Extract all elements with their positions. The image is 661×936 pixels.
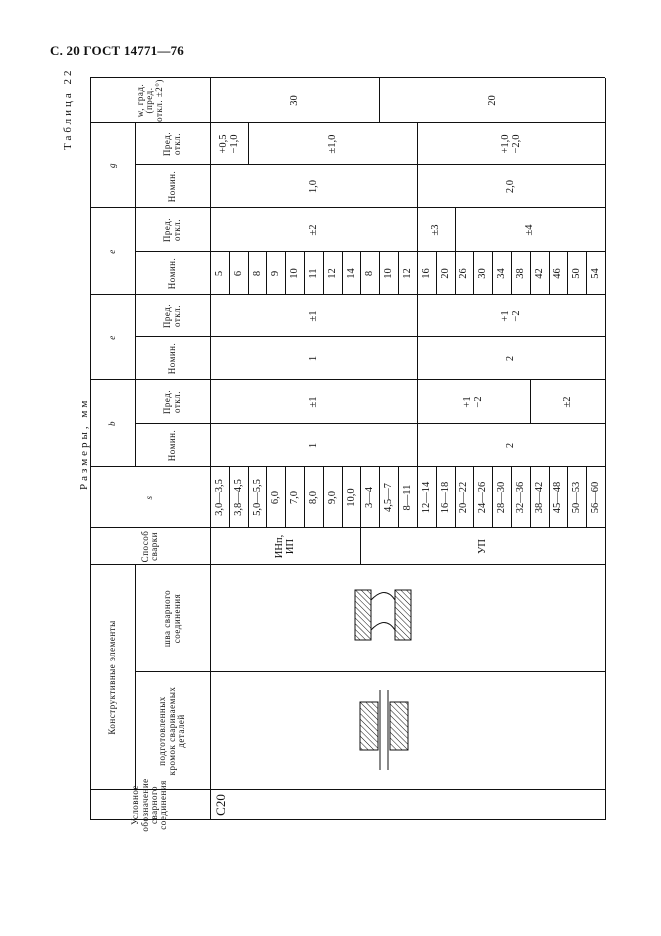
s-value-cell: 10,0 bbox=[345, 488, 357, 507]
s-value-cell: 4,5—7 bbox=[383, 483, 395, 512]
s-value-cell: 7,0 bbox=[289, 490, 301, 505]
s-value-cell: 3,0—3,5 bbox=[213, 479, 225, 516]
s-value-cell: 8—11 bbox=[401, 484, 413, 511]
prep-drawing bbox=[360, 690, 408, 770]
e2-nom-cell: 8 bbox=[364, 270, 376, 277]
s-value-cell: 38—42 bbox=[533, 481, 545, 514]
e2-nom-cell: 46 bbox=[552, 268, 564, 279]
b-nom-cell: 2 bbox=[505, 442, 517, 449]
w-cell: 30 bbox=[289, 95, 301, 106]
g-pred-cell: ±1,0 bbox=[326, 134, 338, 154]
header-e2-nom: Номин. bbox=[166, 257, 177, 290]
method-cell: УП bbox=[477, 538, 489, 555]
weld-drawing bbox=[210, 565, 605, 790]
e2-nom-cell: 8 bbox=[251, 270, 263, 277]
g-nom-cell: 1,0 bbox=[307, 179, 319, 194]
header-g: g bbox=[106, 163, 117, 168]
e2-nom-cell: 34 bbox=[496, 268, 508, 279]
g-pred-cell: +0,5 −1,0 bbox=[217, 134, 240, 154]
e2-nom-cell: 10 bbox=[383, 268, 395, 279]
e2-nom-cell: 14 bbox=[345, 268, 357, 279]
e2-nom-cell: 9 bbox=[270, 270, 282, 277]
page-header: С. 20 ГОСТ 14771—76 bbox=[50, 43, 184, 58]
s-value-cell: 3—4 bbox=[364, 487, 376, 508]
header-g-pred: Пред. откл. bbox=[162, 131, 182, 157]
g-pred-cell: +1,0 −2,0 bbox=[499, 134, 522, 154]
e2-nom-cell: 38 bbox=[514, 268, 526, 279]
header-b-nom: Номин. bbox=[166, 429, 177, 462]
weld-shape bbox=[355, 590, 411, 640]
s-value-cell: 9,0 bbox=[326, 490, 338, 505]
s-value-cell: 16—18 bbox=[439, 481, 451, 514]
e2-pred-cell: ±4 bbox=[524, 224, 536, 236]
s-value-cell: 24—26 bbox=[477, 481, 489, 514]
s-value-cell: 3,8—4,5 bbox=[232, 479, 244, 516]
e2-nom-cell: 12 bbox=[401, 268, 413, 279]
s-value-cell: 12—14 bbox=[420, 481, 432, 514]
e-pred-cell: ±1 bbox=[307, 310, 319, 322]
s-value-cell: 45—48 bbox=[552, 481, 564, 514]
e2-pred-cell: ±2 bbox=[307, 224, 319, 236]
b-nom-cell: 1 bbox=[307, 442, 319, 449]
s-value-cell: 56—60 bbox=[590, 481, 602, 514]
w-cell: 20 bbox=[486, 95, 498, 106]
s-value-cell: 50—53 bbox=[571, 481, 583, 514]
header-weld: шва сварного соединения bbox=[162, 589, 182, 648]
e2-nom-cell: 16 bbox=[420, 268, 432, 279]
header-method: Способ сварки bbox=[139, 530, 159, 563]
s-value-cell: 32—36 bbox=[514, 481, 526, 514]
b-pred-cell: +1 −2 bbox=[462, 396, 485, 408]
rotated-table bbox=[90, 78, 605, 832]
e2-nom-cell: 42 bbox=[533, 268, 545, 279]
e2-nom-cell: 54 bbox=[590, 268, 602, 279]
header-b-pred: Пред. откл. bbox=[162, 389, 182, 415]
code-cell bbox=[210, 790, 605, 820]
e2-nom-cell: 5 bbox=[213, 270, 225, 277]
code-text: С20 bbox=[213, 794, 228, 816]
e2-nom-cell: 12 bbox=[326, 268, 338, 279]
e-nom-cell: 2 bbox=[505, 355, 517, 362]
e2-nom-cell: 10 bbox=[289, 268, 301, 279]
e-nom-cell: 1 bbox=[307, 355, 319, 362]
e2-nom-cell: 50 bbox=[571, 268, 583, 279]
header-prep: подготовленных кромок свариваемых деталей bbox=[157, 686, 187, 776]
g-nom-cell: 2,0 bbox=[505, 179, 517, 194]
header-w: w, град. (пред. откл. ±2°) bbox=[134, 79, 164, 122]
e-pred-cell: +1 −2 bbox=[499, 310, 522, 322]
header-b: b bbox=[106, 421, 117, 426]
s-value-cell: 28—30 bbox=[496, 481, 508, 514]
e2-nom-cell: 11 bbox=[307, 268, 319, 279]
s-value-cell: 8,0 bbox=[307, 490, 319, 505]
header-g-nom: Номин. bbox=[166, 170, 177, 203]
header-s: s bbox=[144, 495, 155, 500]
b-pred-cell: ±2 bbox=[561, 396, 573, 408]
s-value-cell: 20—22 bbox=[458, 481, 470, 514]
e2-nom-cell: 26 bbox=[458, 268, 470, 279]
header-e-pred: Пред. откл. bbox=[162, 303, 182, 329]
dims-title: Размеры, мм bbox=[78, 397, 90, 490]
e2-nom-cell: 30 bbox=[477, 268, 489, 279]
header-e2-pred: Пред. откл. bbox=[162, 217, 182, 243]
header-e-nom: Номин. bbox=[166, 342, 177, 375]
e2-pred-cell: ±3 bbox=[430, 224, 442, 236]
e2-nom-cell: 20 bbox=[439, 268, 451, 279]
header-e: e bbox=[106, 335, 117, 340]
b-pred-cell: ±1 bbox=[307, 396, 319, 408]
header-conv: Условное обозначение сварного соединения bbox=[130, 778, 169, 832]
header-e2: e bbox=[106, 249, 117, 254]
method-cell: ИНп, ИП bbox=[274, 534, 297, 559]
e2-nom-cell: 6 bbox=[232, 270, 244, 277]
header-constr: Конструктивные элементы bbox=[106, 620, 117, 735]
s-value-cell: 6,0 bbox=[270, 490, 282, 505]
table-title: Таблица 22 bbox=[62, 67, 74, 150]
s-value-cell: 5,0—5,5 bbox=[251, 479, 263, 516]
